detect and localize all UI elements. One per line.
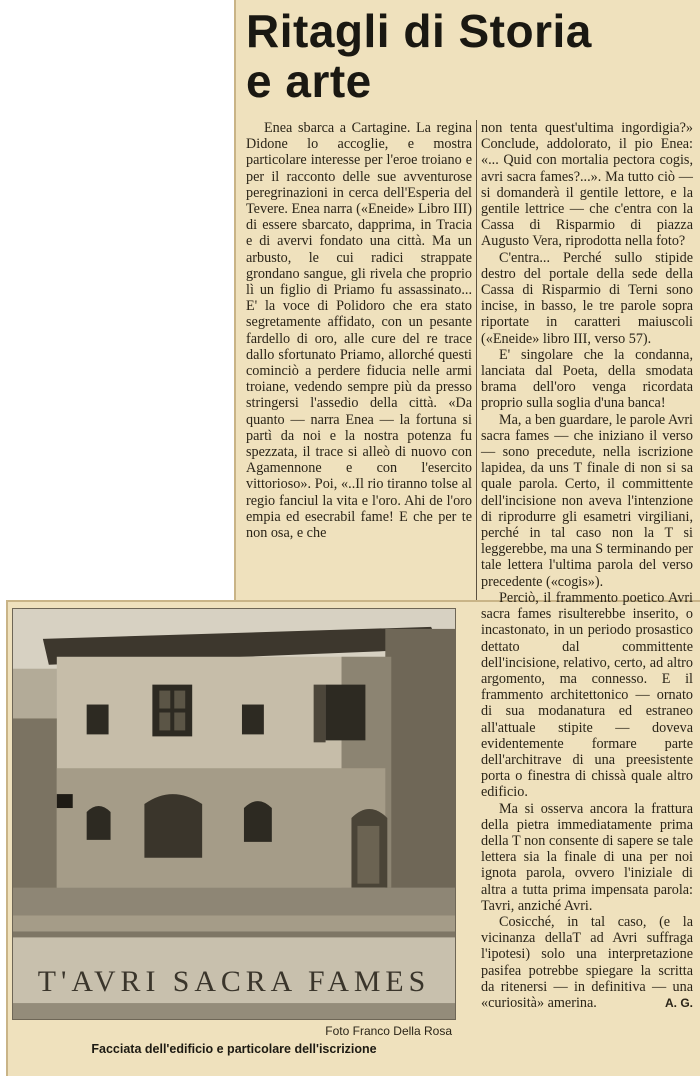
left-column-text: Enea sbarca a Cartagine. La regina Didone lo accoglie, e mostra particolare interesse per l'eroe troiano e per il racconto delle sue avventurose peregrinazioni in cerca dell'Esperia del Tevere. Enea narra («Eneide» Libro III) di essere sbarcato, dapprima, in Tracia e di avervi fondato una città. Ma un arbusto, le cui radici strappate grondano sangue, gli rivela che proprio lì un figlio di Priamo fu assassinato... E' la voce di Polidoro che era stato segretamente affidato, con un pesante fardello di oro, alle cure del re trace dallo sfortunato Priamo, allorché questi cominciò a perdere fiducia nelle armi troiane, vedendo sempre più da presso stringersi l'assedio della città. «Da quanto — narra Enea — la fortuna si partì da noi e la nostra potenza fu spezzata, il trace si alleò di nuovo con Agamennone e con l'esercito vittorioso». Poi, «..Il rio tiranno tolse al regio fanciul la vita e l'oro. Ahi de l'oro empia ed esecrabil fame! E che per te non osa, e che bbox=[246, 120, 472, 542]
right-paragraph-1: non tenta quest'ultima ingordigia?» Conclude, addolorato, il pio Enea: «... Quid con mortalia pectora cogis, avri sacra fames?...». Ma tutto ciò — si domanderà il gentile lettore, e la gentile lettrice — che c'entra con la Cassa di Risparmio di piazza Augusto Vera, riprodotta nella foto? bbox=[481, 120, 693, 250]
article-headline bbox=[246, 6, 696, 106]
building-photo-image bbox=[13, 609, 455, 1019]
author-signature: A. G. bbox=[664, 996, 693, 1011]
inscription-text: T'AVRI SACRA FAMES bbox=[37, 965, 431, 999]
column-divider bbox=[476, 120, 477, 600]
photo-credit: Foto Franco Della Rosa bbox=[325, 1024, 452, 1038]
headline-line-1: Ritagli di Storia bbox=[246, 5, 592, 57]
right-paragraph-7: Cosicché, in tal caso, (e la vicinanza dellaT ad Avri suffraga l'ipotesi) solo una interpretazione pasifea potrebbe spiegare la scritta da ritenersi — in definitiva — una «curiosità» amerina. bbox=[481, 913, 693, 1011]
right-paragraph-4: Ma, a ben guardare, le parole Avri sacra fames — che iniziano il verso — sono precedute, nella iscrizione lapidea, da uns T finale di non si sa quale parola. Certo, il committente dell'incisione non aveva l'intenzione di riprodurre gli esametri virgiliani, perché in tal caso non la T si leggerebbe, ma una S terminando per tale lettera l'ultima parola del verso precedente («cogis»). bbox=[481, 411, 693, 590]
article-column-right bbox=[481, 120, 693, 1011]
right-paragraph-6: Ma si osserva ancora la frattura della pietra immediatamente prima della T non consente di sapere se tale lettera sia la finale di una per noi ignota parola, ovvero l'iniziale di altra a tutta prima impensata parola: Tavri, anziché Avri. bbox=[481, 800, 693, 914]
right-paragraph-3: E' singolare che la condanna, lanciata dal Poeta, della smodata brama dell'oro venga ricordata proprio sulla soglia d'una banca! bbox=[481, 346, 693, 412]
photo-caption: Facciata dell'edificio e particolare dell'iscrizione bbox=[91, 1042, 377, 1056]
headline-line-2: e arte bbox=[246, 55, 372, 107]
right-paragraph-2: C'entra... Perché sullo stipide destro del portale della sede della Cassa di Risparmio di Terni sono incise, in basso, le tre parole sopra riportate in caratteri maiuscoli («Eneide» libro III, verso 57). bbox=[481, 249, 693, 347]
article-column-left bbox=[246, 120, 472, 541]
right-paragraph-5: Perciò, il frammento poetico Avri sacra fames risulterebbe inserito, o incastonato, in un periodo prosastico dettato dal committente dell'incisione, relativo, certo, ad altro argomento, ma connesso. E il frammento architettonico — ornato di sua modanatura ed estraneo all'attuale stipite — doveva evidentemente formare parte dell'architrave di una preesistente porta o finestra di chissà quale altro edificio. bbox=[481, 589, 693, 801]
building-photo bbox=[12, 608, 456, 1020]
